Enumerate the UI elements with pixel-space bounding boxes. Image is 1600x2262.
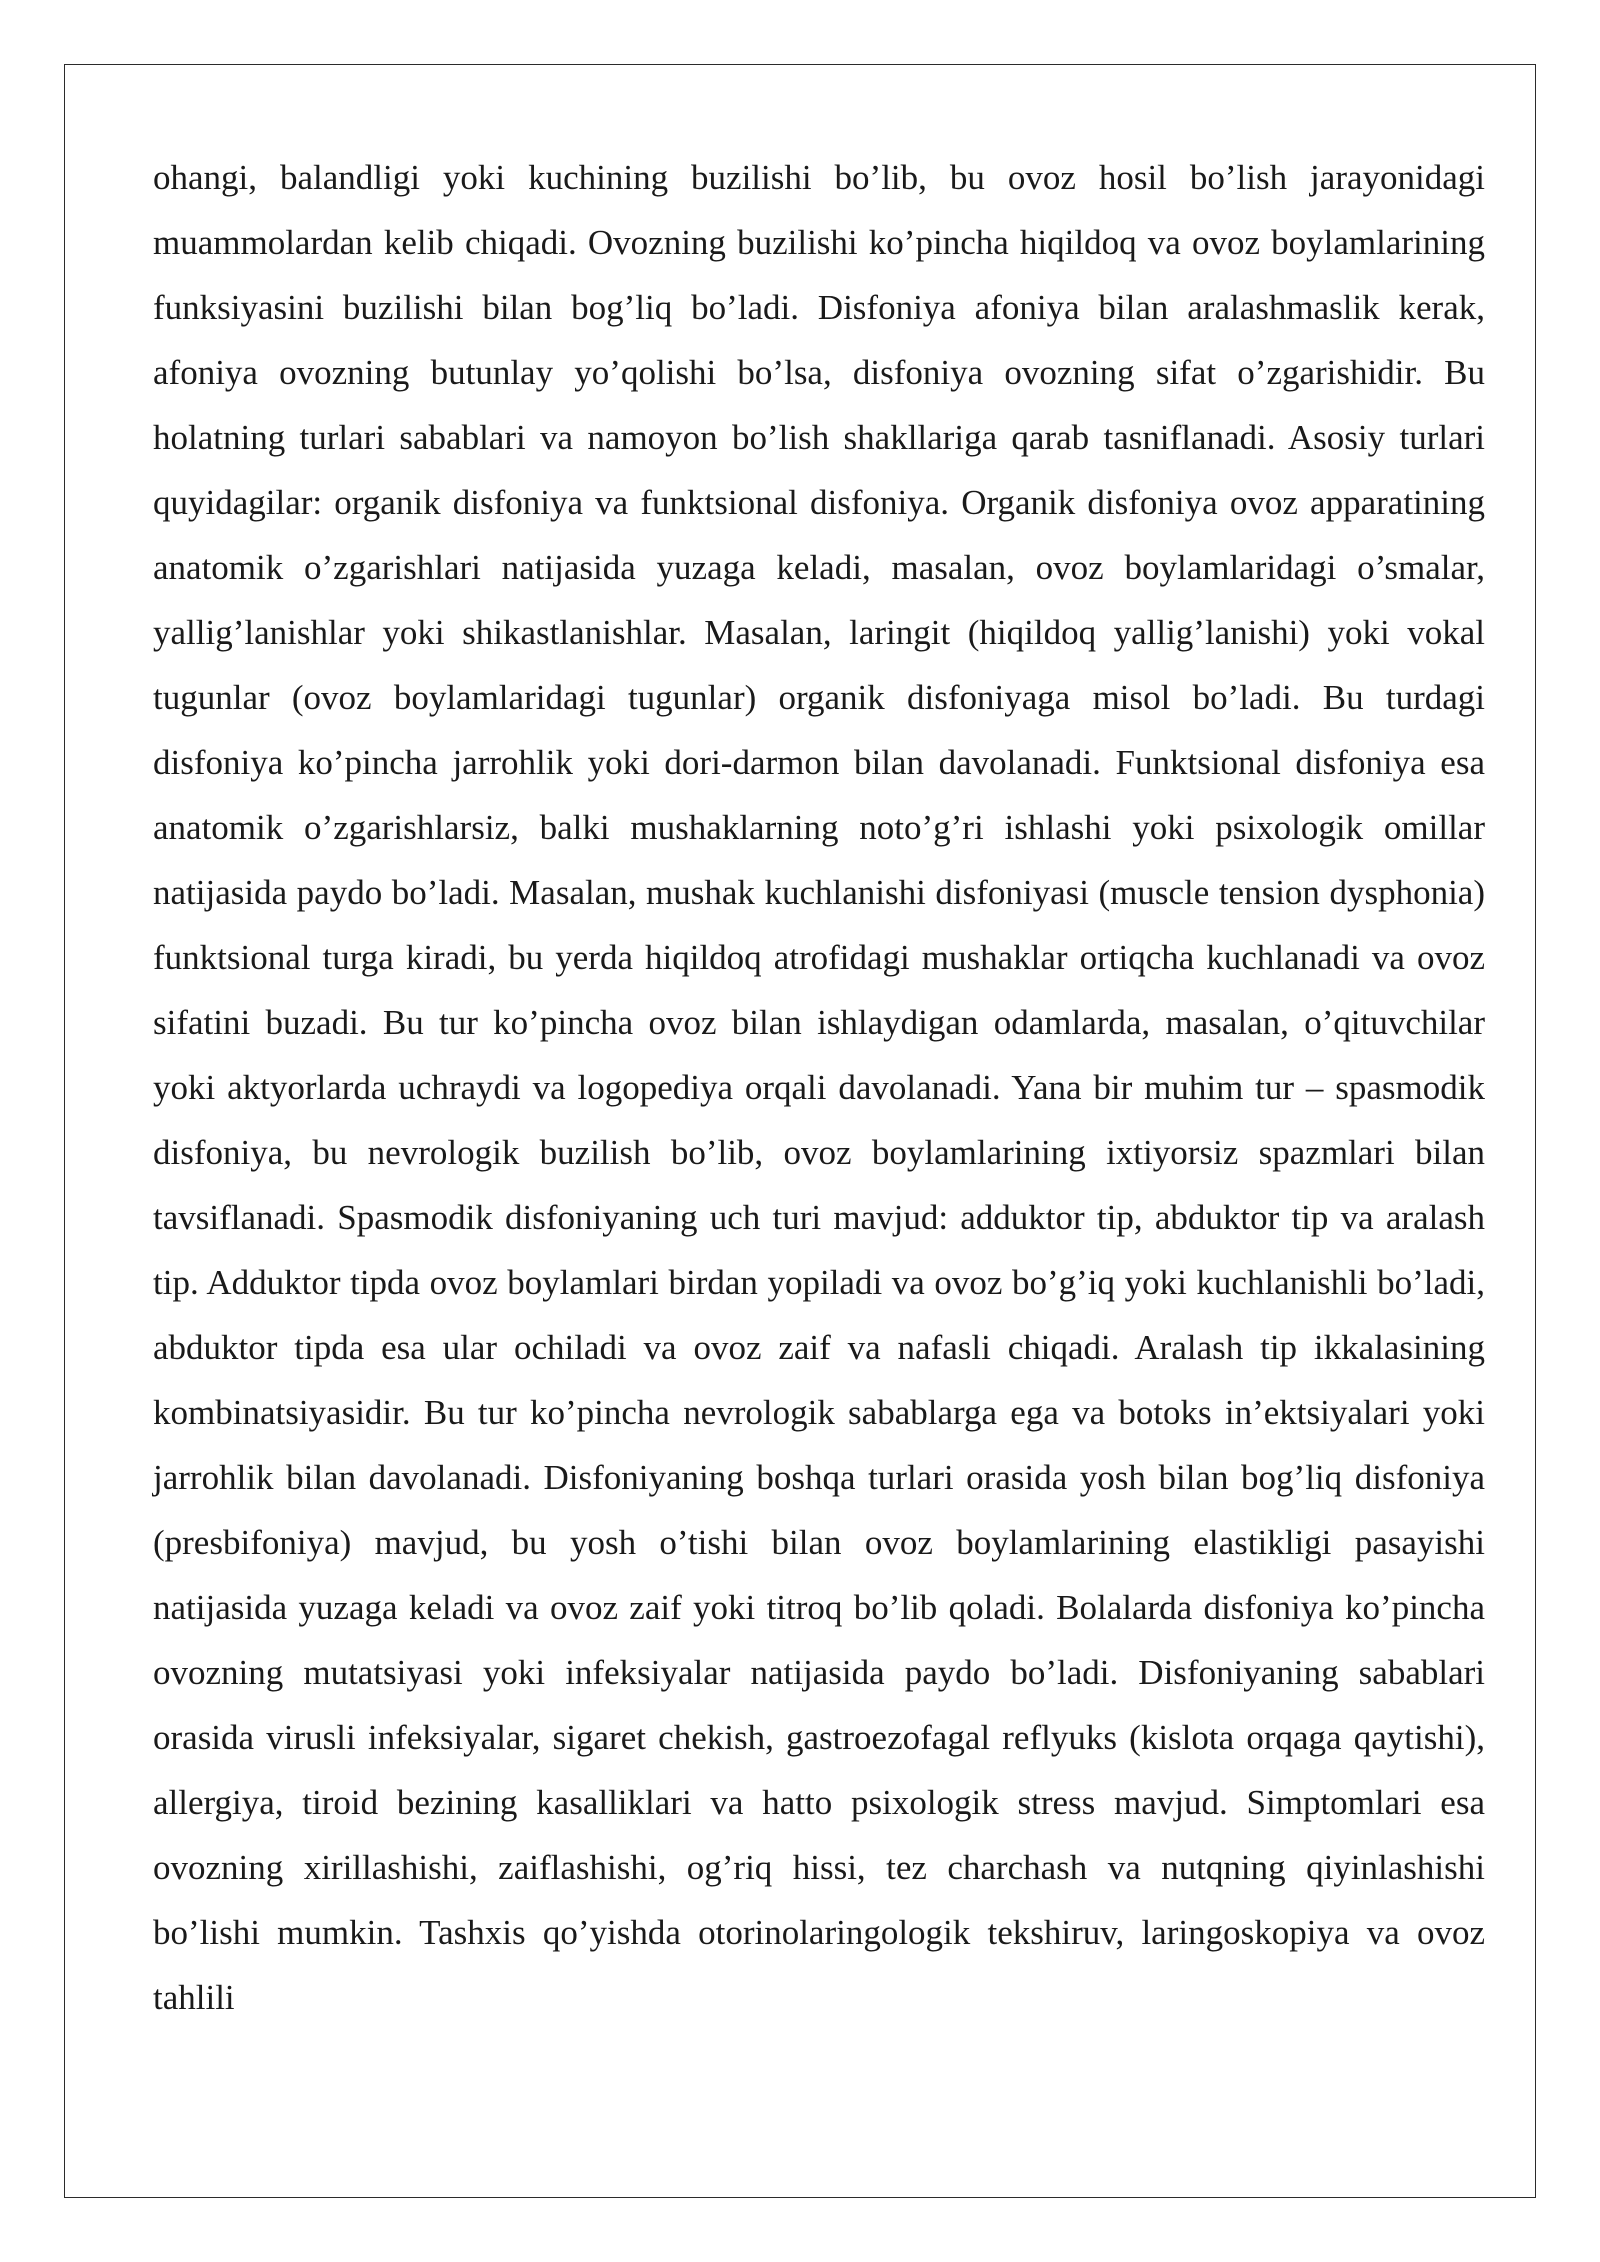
document-body-paragraph: ohangi, balandligi yoki kuchining buzilishi bo’lib, bu ovoz hosil bo’lish jarayonidagi muammolardan kelib chiqadi. Ovozning buzilishi ko’pincha hiqildoq va ovoz boylamlarining funksiyasini buzilishi bilan bog’liq bo’ladi. Disfoniya afoniya bilan aralashmaslik kerak, afoniya ovozning butunlay yo’qolishi bo’lsa, disfoniya ovozning sifat o’zgarishidir. Bu holatning turlari sabablari va namoyon bo’lish shakllariga qarab tasniflanadi. Asosiy turlari quyidagilar: organik disfoniya va funktsional disfoniya. Organik disfoniya ovoz apparatining anatomik o’zgarishlari natijasida yuzaga keladi, masalan, ovoz boylamlaridagi o’smalar, yallig’lanishlar yoki shikastlanishlar. Masalan, laringit (hiqildoq yallig’lanishi) yoki vokal tugunlar (ovoz boylamlaridagi tugunlar) organik disfoniyaga misol bo’ladi. Bu turdagi disfoniya ko’pincha jarrohlik yoki dori-darmon bilan davolanadi. Funktsional disfoniya esa anatomik o’zgarishlarsiz, balki mushaklarning noto’g’ri ishlashi yoki psixologik omillar natijasida paydo bo’ladi. Masalan, mushak kuchlanishi disfoniyasi (muscle tension dysphonia) funktsional turga kiradi, bu yerda hiqildoq atrofidagi mushaklar ortiqcha kuchlanadi va ovoz sifatini buzadi. Bu tur ko’pincha ovoz bilan ishlaydigan odamlarda, masalan, o’qituvchilar yoki aktyorlarda uchraydi va logopediya orqali davolanadi. Yana bir muhim tur – spasmodik disfoniya, bu nevrologik buzilish bo’lib, ovoz boylamlarining ixtiyorsiz spazmlari bilan tavsiflanadi. Spasmodik disfoniyaning uch turi mavjud: adduktor tip, abduktor tip va aralash tip. Adduktor tipda ovoz boylamlari birdan yopiladi va ovoz bo’g’iq yoki kuchlanishli bo’ladi, abduktor tipda esa ular ochiladi va ovoz zaif va nafasli chiqadi. Aralash tip ikkalasining kombinatsiyasidir. Bu tur ko’pincha nevrologik sabablarga ega va botoks in’ektsiyalari yoki jarrohlik bilan davolanadi. Disfoniyaning boshqa turlari orasida yosh bilan bog’liq disfoniya (presbifoniya) mavjud, bu yosh o’tishi bilan ovoz boylamlarining elastikligi pasayishi natijasida yuzaga keladi va ovoz zaif yoki titroq bo’lib qoladi. Bolalarda disfoniya ko’pincha ovozning mutatsiyasi yoki infeksiyalar natijasida paydo bo’ladi. Disfoniyaning sabablari orasida virusli infeksiyalar, sigaret chekish, gastroezofagal reflyuks (kislota orqaga qaytishi), allergiya, tiroid bezining kasalliklari va hatto psixologik stress mavjud. Simptomlari esa ovozning xirillashishi, zaiflashishi, og’riq hissi, tez charchash va nutqning qiyinlashishi bo’lishi mumkin. Tashxis qo’yishda otorinolaringologik tekshiruv, laringoskopiya va ovoz tahlili xyxy=(153,158,1485,2017)
